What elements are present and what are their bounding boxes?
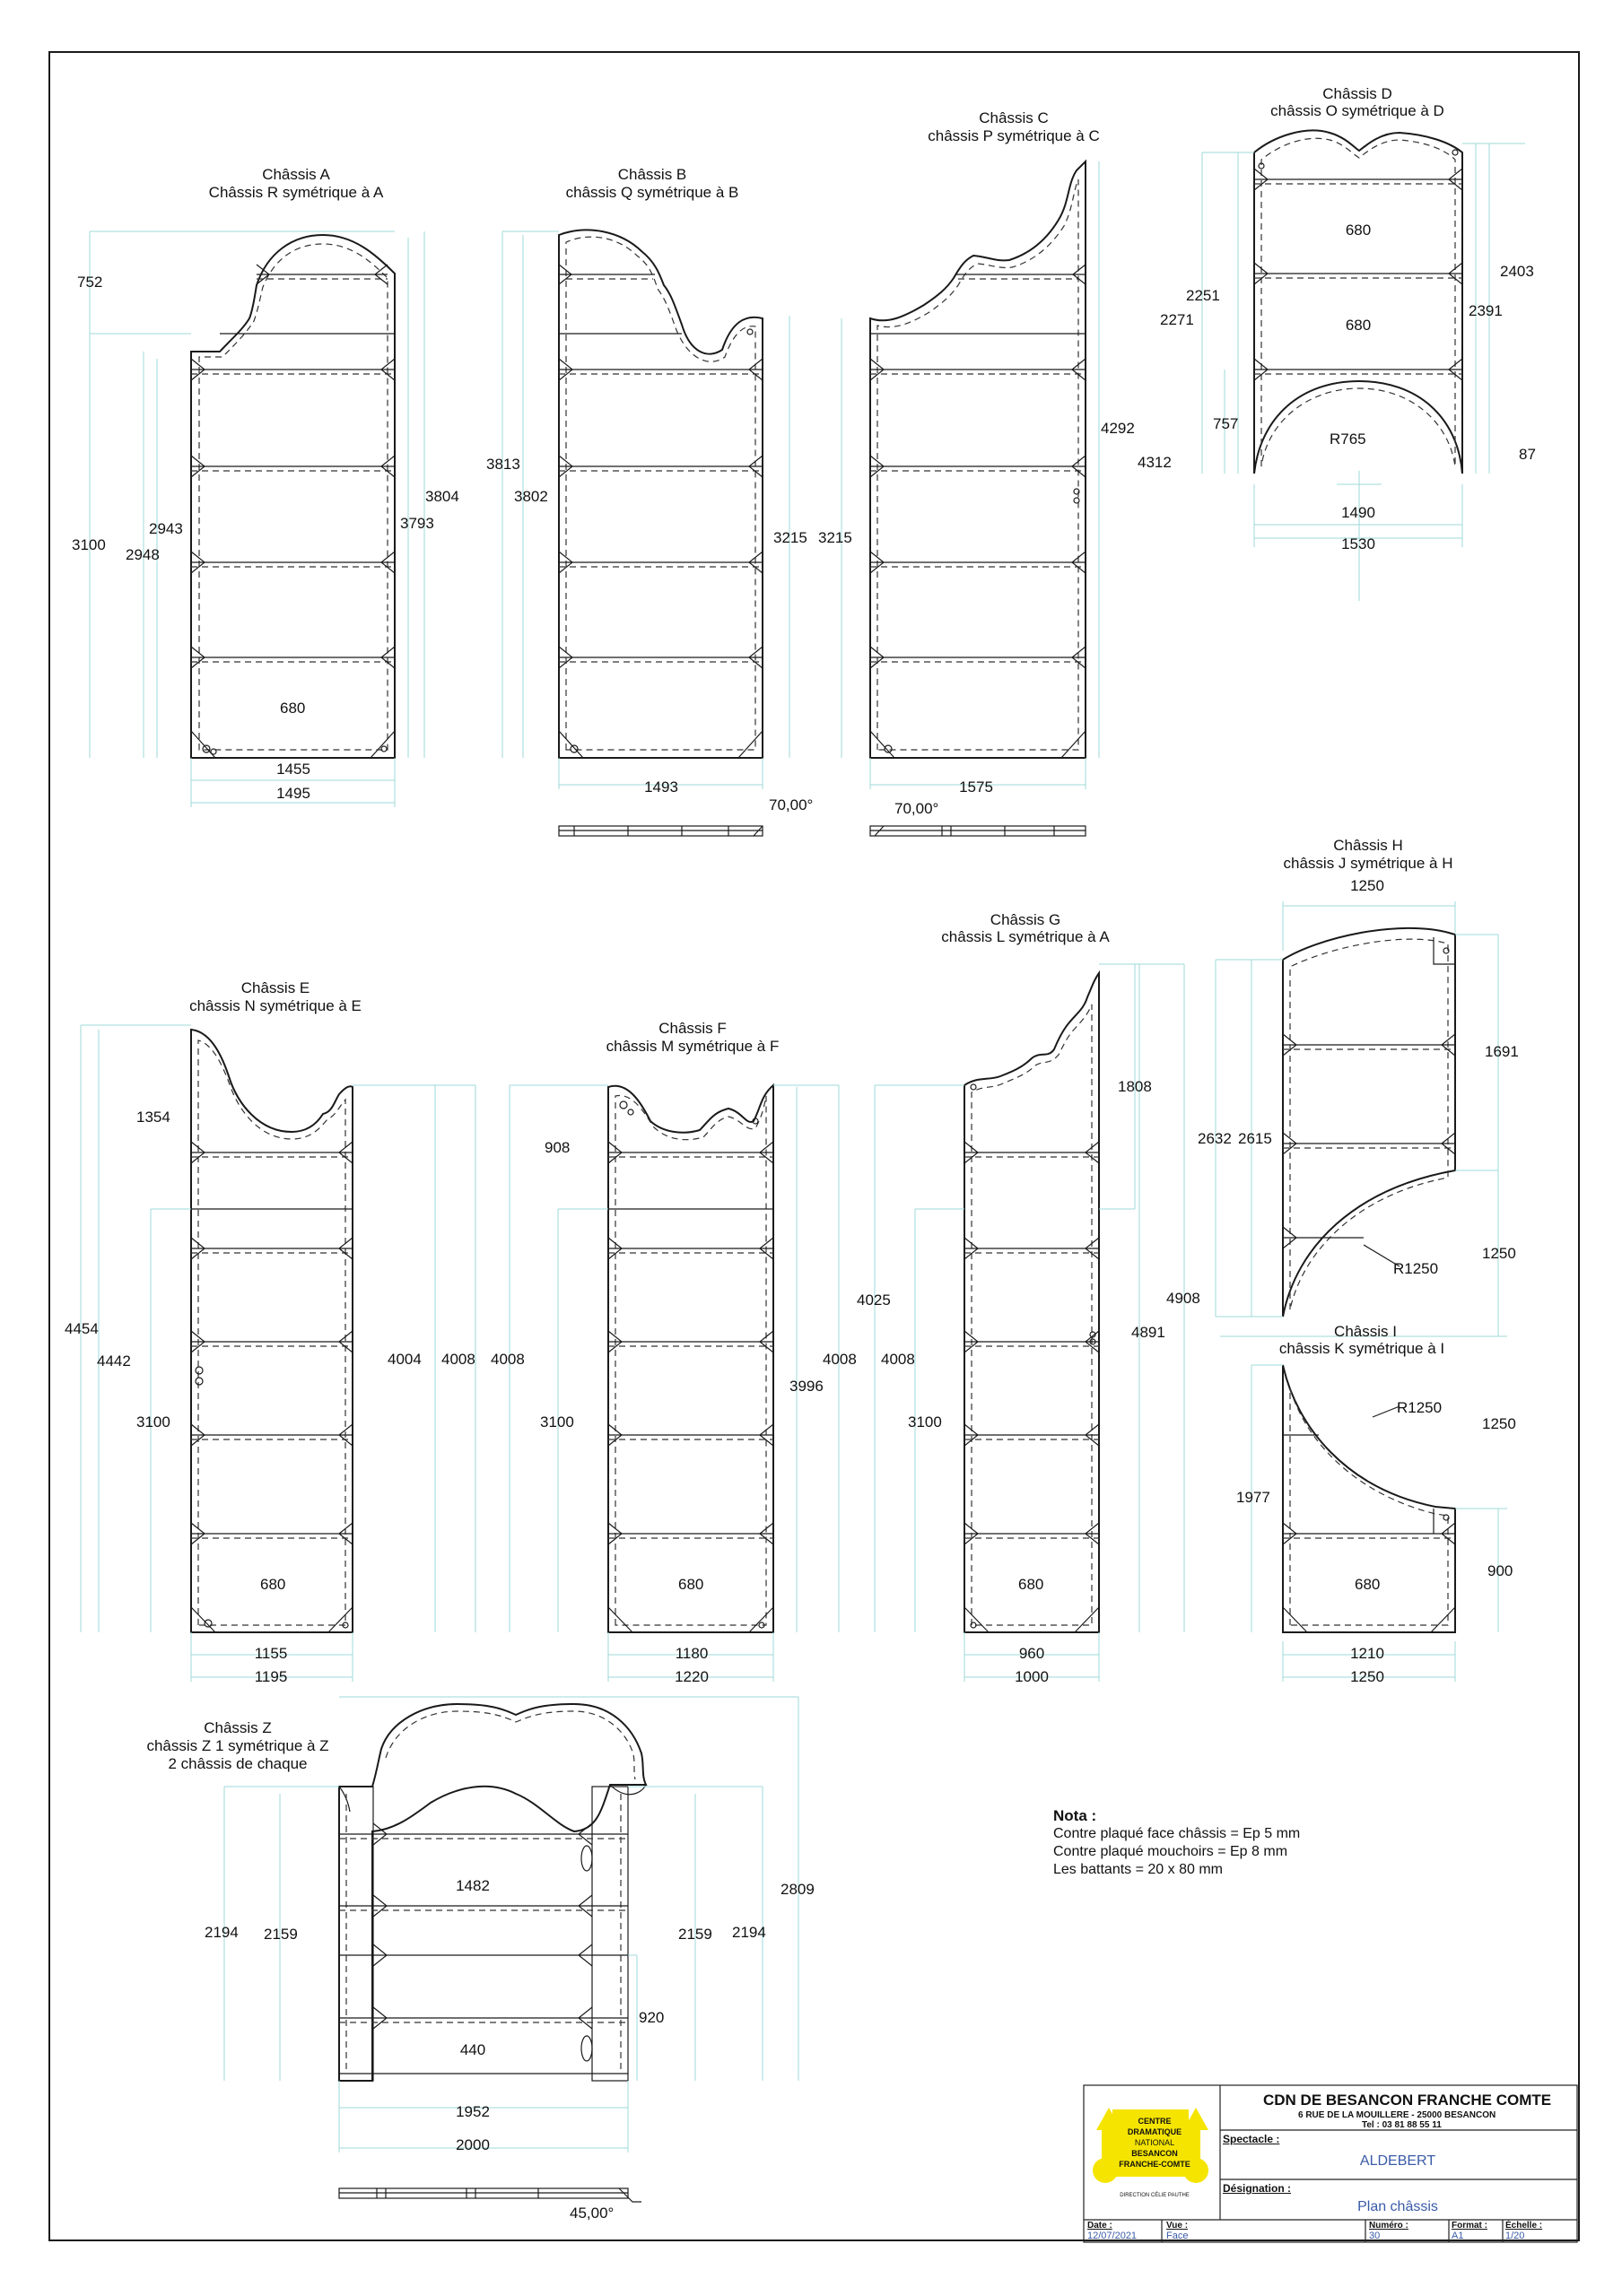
nota-line: Les battants = 20 x 80 mm (1053, 1862, 1223, 1877)
dim-label: 4008 (441, 1351, 475, 1368)
dim-label: 2271 (1160, 311, 1194, 328)
dim-label: 680 (1355, 1576, 1381, 1593)
dim-label: 4442 (97, 1352, 131, 1370)
logo-text: NATIONAL (1134, 2138, 1175, 2147)
tb-spectacle-value: ALDEBERT (1359, 2153, 1436, 2169)
chassis-a-outline (191, 235, 395, 758)
dim-label: 680 (260, 1576, 286, 1593)
dim-label: 1490 (1341, 504, 1375, 521)
chassis-c (842, 161, 1099, 836)
tb-format-value: A1 (1452, 2231, 1464, 2241)
dim-label: 757 (1213, 415, 1239, 432)
dim-label: 960 (1018, 1645, 1045, 1662)
dim-label: 1195 (254, 1668, 288, 1685)
chassis-i-subtitle: châssis K symétrique à I (1278, 1340, 1445, 1357)
chassis-z-right-post (592, 1787, 628, 2081)
dim-label: 2194 (205, 1924, 239, 1941)
dim-label: 1250 (1350, 1668, 1384, 1685)
chassis-h-title: Châssis H (1333, 837, 1403, 854)
dim-label: 4292 (1101, 420, 1135, 437)
chassis-g-subtitle: châssis L symétrique à A (941, 928, 1110, 945)
dim-label: 2251 (1186, 287, 1220, 304)
dim-label: 3793 (400, 515, 434, 532)
dim-label: 1155 (254, 1645, 288, 1662)
dim-label: 3100 (540, 1413, 574, 1431)
dim-label: 4312 (1138, 454, 1172, 471)
nota-line: Contre plaqué face châssis = Ep 5 mm (1053, 1826, 1301, 1841)
chassis-h-outline (1283, 928, 1455, 1317)
chassis-g-title: Châssis G (990, 911, 1061, 928)
logo-text: DRAMATIQUE (1127, 2127, 1182, 2136)
dim-label: 2943 (149, 520, 183, 537)
dim-label: 3215 (818, 529, 852, 546)
dim-label: 900 (1487, 1562, 1513, 1579)
radius-label: R1250 (1397, 1399, 1443, 1416)
dim-label: 1495 (276, 785, 310, 802)
dim-label: 4025 (857, 1292, 891, 1309)
dim-label: 1250 (1350, 877, 1384, 894)
chassis-e-subtitle: châssis N symétrique à E (189, 997, 362, 1014)
dim-label: 680 (1018, 1576, 1044, 1593)
logo-text: DIRECTION CÉLIE PAUTHE (1120, 2193, 1190, 2198)
dim-label: 2159 (678, 1926, 712, 1943)
dim-label: 3804 (425, 488, 459, 505)
chassis-z-subtitle: châssis Z 1 symétrique à Z (146, 1737, 329, 1754)
dim-label: 1250 (1482, 1415, 1516, 1432)
chassis-c-outline (870, 161, 1086, 758)
chassis-d-title: Châssis D (1322, 85, 1392, 102)
dim-label: 2391 (1469, 302, 1503, 319)
dim-label: 4008 (823, 1351, 857, 1368)
tb-vue-value: Face (1166, 2231, 1189, 2241)
dim-label: 2632 (1198, 1130, 1232, 1147)
dim-label: 1180 (675, 1645, 709, 1662)
dim-label: 4908 (1166, 1290, 1200, 1307)
dim-label: 1000 (1015, 1668, 1049, 1685)
chassis-c-subtitle: châssis P symétrique à C (928, 127, 1100, 144)
chassis-a-title: Châssis A (262, 166, 330, 183)
chassis-d-subtitle: châssis O symétrique à D (1270, 102, 1444, 119)
tb-date-label: Date : (1087, 2221, 1112, 2231)
chassis-f-outline (608, 1085, 773, 1632)
dim-label: 920 (639, 2009, 665, 2026)
chassis-h (1216, 901, 1498, 1336)
chassis-i (1220, 1336, 1507, 1682)
chassis-z-note: 2 châssis de chaque (168, 1755, 308, 1772)
chassis-a-subtitle: Châssis R symétrique à A (208, 184, 384, 201)
chassis-e-title: Châssis E (240, 979, 310, 996)
dim-label: 2948 (126, 546, 160, 563)
sheet-border (49, 52, 1579, 2240)
dim-label: 1250 (1482, 1245, 1516, 1262)
chassis-b-subtitle: châssis Q symétrique à B (565, 184, 739, 201)
chassis-b-outline (559, 230, 763, 758)
dim-label: 4454 (65, 1320, 99, 1337)
dim-label: 2403 (1500, 263, 1534, 280)
dim-label: 680 (678, 1576, 704, 1593)
tb-address: 6 RUE DE LA MOUILLERE - 25000 BESANCON (1298, 2110, 1496, 2120)
dim-label: 3813 (486, 456, 520, 473)
dim-label: 440 (459, 2041, 486, 2058)
nota-block (1053, 1807, 1300, 1879)
tb-designation-value: Plan châssis (1357, 2199, 1438, 2214)
dim-label: 1530 (1341, 535, 1375, 552)
angle-label: 45,00° (570, 2205, 615, 2222)
tb-designation-label: Désignation : (1223, 2182, 1292, 2195)
dim-label: 752 (77, 274, 103, 291)
dim-label: 1210 (1350, 1645, 1384, 1662)
dim-label: 1220 (675, 1668, 709, 1685)
tb-echelle-label: Échelle : (1505, 2221, 1543, 2231)
dim-label: 3100 (136, 1413, 170, 1431)
dim-label: 1575 (959, 778, 993, 796)
tb-spectacle-label: Spectacle : (1223, 2133, 1280, 2145)
tb-tel: Tel : 03 81 88 55 11 (1362, 2120, 1442, 2130)
chassis-f-title: Châssis F (658, 1020, 727, 1037)
dim-label: 1808 (1118, 1078, 1152, 1095)
dim-label: 4004 (388, 1351, 422, 1368)
dim-label: 3100 (908, 1413, 942, 1431)
dim-label: 680 (1345, 222, 1372, 239)
dim-label: 3100 (72, 536, 106, 553)
angle-label: 70,00° (769, 796, 814, 813)
dim-label: 680 (280, 700, 306, 717)
dim-label: 4891 (1131, 1324, 1165, 1341)
chassis-a (90, 231, 424, 807)
radius-label: R765 (1330, 430, 1366, 448)
dim-label: 1977 (1236, 1489, 1270, 1506)
dim-label: 2809 (780, 1881, 815, 1898)
tb-organization: CDN DE BESANCON FRANCHE COMTE (1263, 2092, 1552, 2109)
tb-numero-label: Numéro : (1369, 2221, 1408, 2231)
chassis-f-subtitle: châssis M symétrique à F (606, 1038, 780, 1055)
dim-label: 3996 (789, 1378, 824, 1395)
dim-label: 908 (545, 1139, 571, 1156)
dim-label: 1493 (644, 778, 678, 796)
dim-label: 2159 (264, 1926, 298, 1943)
radius-label: R1250 (1393, 1260, 1439, 1277)
chassis-z-title: Châssis Z (204, 1719, 272, 1736)
tb-echelle-value: 1/20 (1505, 2231, 1525, 2241)
chassis-g (875, 964, 1184, 1682)
dim-label: 87 (1519, 446, 1536, 463)
dim-label: 1455 (276, 761, 310, 778)
dim-label: 1691 (1485, 1043, 1519, 1060)
tb-vue-label: Vue : (1166, 2221, 1189, 2231)
dim-label: 1952 (456, 2103, 490, 2120)
dim-label: 2194 (732, 1924, 766, 1941)
dim-label: 2615 (1238, 1130, 1272, 1147)
chassis-i-title: Châssis I (1334, 1323, 1397, 1340)
dim-label: 2000 (456, 2136, 490, 2153)
dim-label: 680 (1345, 317, 1372, 334)
chassis-b-title: Châssis B (617, 166, 687, 183)
chassis-z (224, 1697, 798, 2202)
tb-date-value: 12/07/2021 (1087, 2231, 1138, 2241)
chassis-e-outline (191, 1030, 353, 1632)
nota-line: Contre plaqué mouchoirs = Ep 8 mm (1053, 1844, 1288, 1859)
chassis-d (1202, 130, 1525, 601)
chassis-b (502, 230, 789, 836)
angle-label: 70,00° (894, 800, 939, 817)
logo-text: BESANCON (1131, 2149, 1178, 2158)
nota-title: Nota : (1053, 1807, 1097, 1824)
tb-format-label: Format : (1452, 2221, 1487, 2231)
dim-label: 4008 (491, 1351, 525, 1368)
chassis-z-outline (339, 1704, 646, 2081)
chassis-d-outline (1254, 130, 1462, 474)
dim-label: 1482 (456, 1877, 490, 1894)
chassis-a-contour-dash (199, 244, 388, 750)
chassis-z-left-post (339, 1787, 373, 2081)
logo-text: CENTRE (1138, 2117, 1172, 2126)
dim-label: 4008 (881, 1351, 915, 1368)
tb-numero-value: 30 (1369, 2231, 1381, 2241)
logo-text: FRANCHE-COMTE (1119, 2160, 1190, 2169)
dim-label: 1354 (136, 1109, 170, 1126)
chassis-h-subtitle: châssis J symétrique à H (1283, 855, 1453, 872)
dim-label: 3802 (514, 488, 548, 505)
dim-label: 3215 (773, 529, 807, 546)
chassis-c-title: Châssis C (979, 109, 1049, 126)
